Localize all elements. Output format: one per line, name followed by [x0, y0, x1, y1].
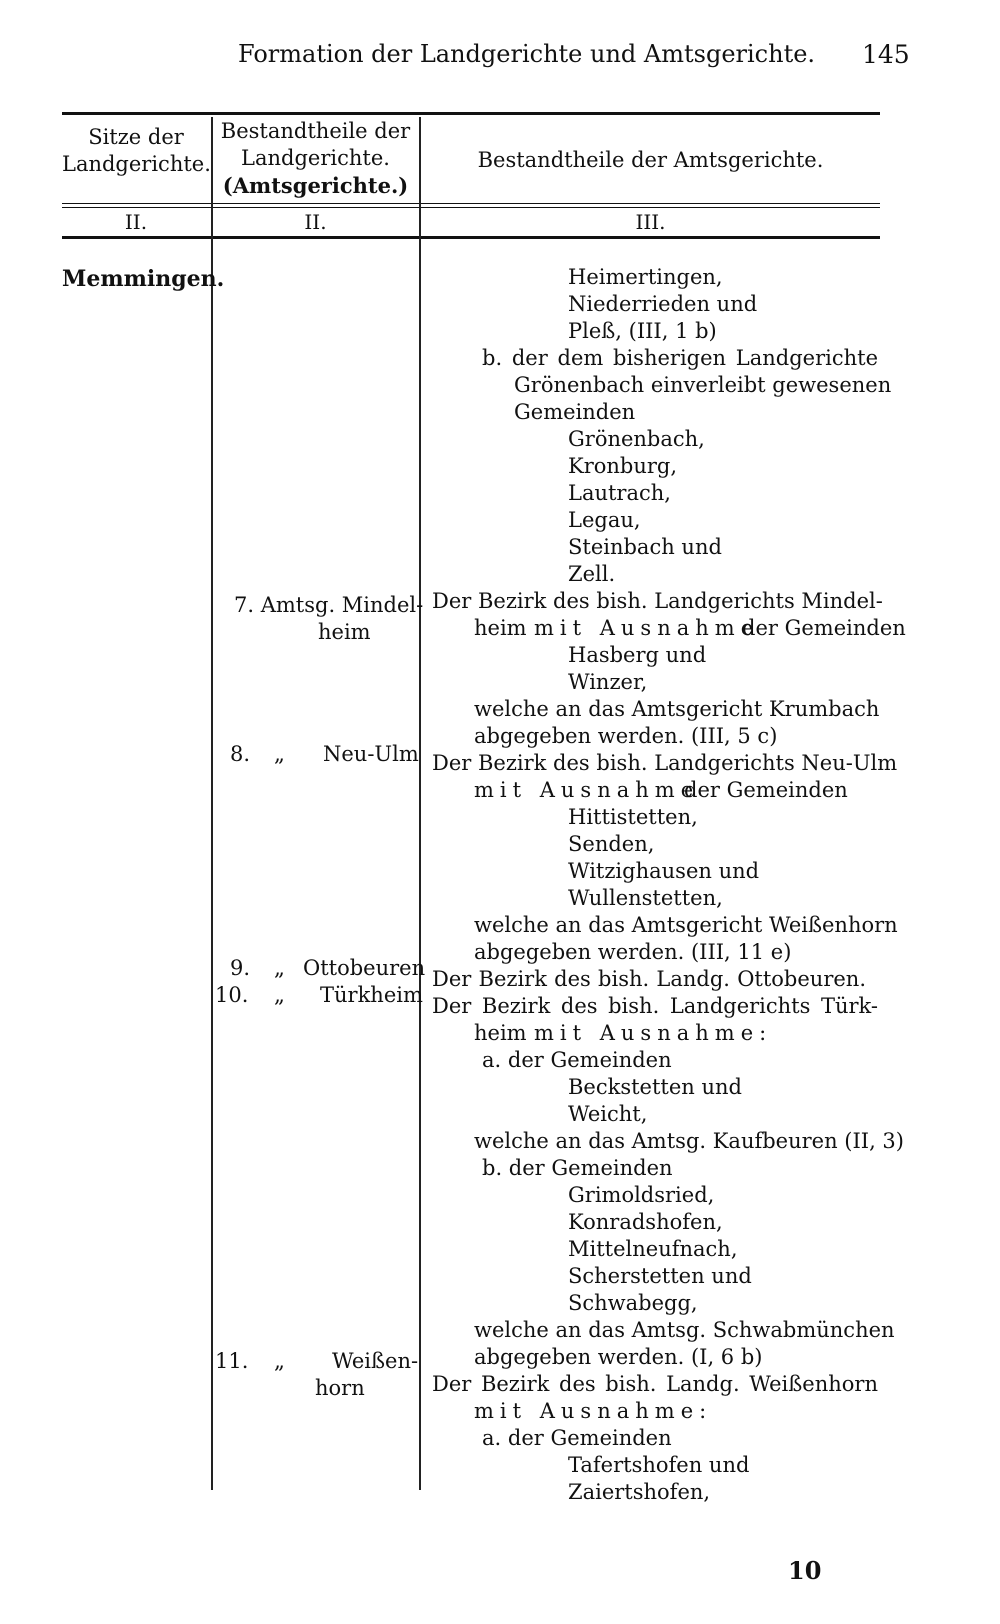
roman-numeral-col3: III.	[635, 210, 666, 234]
col3-line: Steinbach und	[568, 535, 722, 559]
entry-9-number: 9.	[230, 956, 251, 980]
col3-line: mit Ausnahme	[474, 778, 700, 802]
col3-line: b. der Gemeinden	[482, 1156, 673, 1180]
col3-line: Niederrieden und	[568, 292, 758, 316]
col3-line: der Gemeinden	[742, 616, 906, 640]
col3-line: b. der dem bisherigen Landgerichte	[482, 346, 878, 370]
column-header-landgerichte-line1: Bestandtheile der	[220, 119, 411, 143]
entry-11-cont: horn	[315, 1376, 365, 1400]
col3-line: Legau,	[568, 508, 641, 532]
col3-line: Der Bezirk des bish. Landgerichts Türk-	[432, 994, 878, 1018]
col3-line: mit Ausnahme:	[534, 1021, 773, 1045]
col3-line: Zaiertshofen,	[568, 1480, 711, 1504]
entry-9-ditto: „	[274, 956, 285, 980]
col3-line: Wullenstetten,	[568, 886, 723, 910]
col3-line: Tafertshofen und	[568, 1453, 750, 1477]
footer-signature-number: 10	[788, 1556, 822, 1585]
entry-10-ditto: „	[274, 983, 285, 1007]
roman-numeral-col1: II.	[124, 210, 148, 234]
column-divider-2	[419, 117, 421, 1490]
entry-9-name: Ottobeuren	[303, 956, 426, 980]
col3-line: Gemeinden	[514, 400, 636, 424]
column-divider-1	[211, 117, 213, 1490]
entry-8-ditto: „	[274, 742, 285, 766]
roman-numeral-col2: II.	[304, 210, 327, 234]
entry-10-number: 10.	[215, 983, 249, 1007]
col3-line: Weicht,	[568, 1102, 648, 1126]
col3-line: welche an das Amtsgericht Krumbach	[474, 697, 880, 721]
column-header-landgerichte-line2: Landgerichte.	[241, 146, 390, 170]
col3-line: Der Bezirk des bish. Landgerichts Neu-Ulm	[432, 751, 898, 775]
col3-line: abgegeben werden. (III, 11 e)	[474, 940, 792, 964]
col3-line: Hittistetten,	[568, 805, 698, 829]
column-header-seats-line2: Landgerichte.	[62, 152, 211, 176]
col3-line: Scherstetten und	[568, 1264, 752, 1288]
col3-line: Der Bezirk des bish. Landg. Ottobeuren.	[432, 967, 866, 991]
entry-7-label: 7. Amtsg. Mindel-	[234, 593, 424, 617]
entry-10-name: Türkheim	[320, 983, 423, 1007]
col3-line: Senden,	[568, 832, 655, 856]
col3-line: abgegeben werden. (I, 6 b)	[474, 1345, 763, 1369]
col3-line: abgegeben werden. (III, 5 c)	[474, 724, 778, 748]
col3-line: Grönenbach,	[568, 427, 705, 451]
col3-line: Lautrach,	[568, 481, 671, 505]
entry-8-number: 8.	[230, 742, 251, 766]
entry-7-cont: heim	[318, 620, 371, 644]
col3-line: Kronburg,	[568, 454, 678, 478]
col3-line: Zell.	[568, 562, 616, 586]
col3-line: Heimertingen,	[568, 265, 723, 289]
col3-line: Schwabegg,	[568, 1291, 698, 1315]
page-number: 145	[862, 40, 910, 69]
col3-line: a. der Gemeinden	[482, 1426, 672, 1450]
header-bottom-rule	[62, 236, 880, 239]
col3-line: mit Ausnahme:	[474, 1399, 713, 1423]
col3-line: Der Bezirk des bish. Landgerichts Mindel-	[432, 589, 883, 613]
col3-line: Beckstetten und	[568, 1075, 742, 1099]
entry-11-name: Weißen-	[332, 1349, 419, 1373]
column-header-seats-line1: Sitze der	[88, 125, 184, 149]
col3-line: Der Bezirk des bish. Landg. Weißenhorn	[432, 1372, 878, 1396]
col3-line: mit Ausnahme	[534, 616, 760, 640]
col3-line: welche an das Amtsgericht Weißenhorn	[474, 913, 898, 937]
col3-line: Witzighausen und	[568, 859, 760, 883]
column-header-amtsgerichte: Bestandtheile der Amtsgerichte.	[477, 148, 824, 172]
col3-line: welche an das Amtsg. Kaufbeuren (II, 3)	[474, 1129, 904, 1153]
col3-line: welche an das Amtsg. Schwabmünchen	[474, 1318, 895, 1342]
entry-8-name: Neu-Ulm	[323, 742, 419, 766]
entry-11-ditto: „	[274, 1349, 285, 1373]
running-header-title: Formation der Landgerichte und Amtsgerichte.	[238, 40, 816, 68]
seat-memmingen: Memmingen.	[62, 266, 225, 292]
col3-line: Konradshofen,	[568, 1210, 723, 1234]
col3-line: a. der Gemeinden	[482, 1048, 672, 1072]
col3-line: Mittelneufnach,	[568, 1237, 738, 1261]
header-double-rule-2	[62, 207, 880, 208]
header-double-rule-1	[62, 203, 880, 204]
col3-line: heim	[474, 616, 527, 640]
column-header-seats	[62, 124, 210, 178]
col3-line: Pleß, (III, 1 b)	[568, 319, 717, 343]
col3-line: heim	[474, 1021, 527, 1045]
column-header-landgerichte	[213, 118, 418, 199]
col3-line: Winzer,	[568, 670, 648, 694]
table-top-rule	[62, 112, 880, 115]
col3-line: Grimoldsried,	[568, 1183, 715, 1207]
column-header-landgerichte-line3: (Amtsgerichte.)	[222, 173, 409, 198]
col3-line: der Gemeinden	[684, 778, 848, 802]
col3-line: Hasberg und	[568, 643, 707, 667]
entry-11-number: 11.	[215, 1349, 249, 1373]
col3-line: Grönenbach einverleibt gewesenen	[514, 373, 892, 397]
